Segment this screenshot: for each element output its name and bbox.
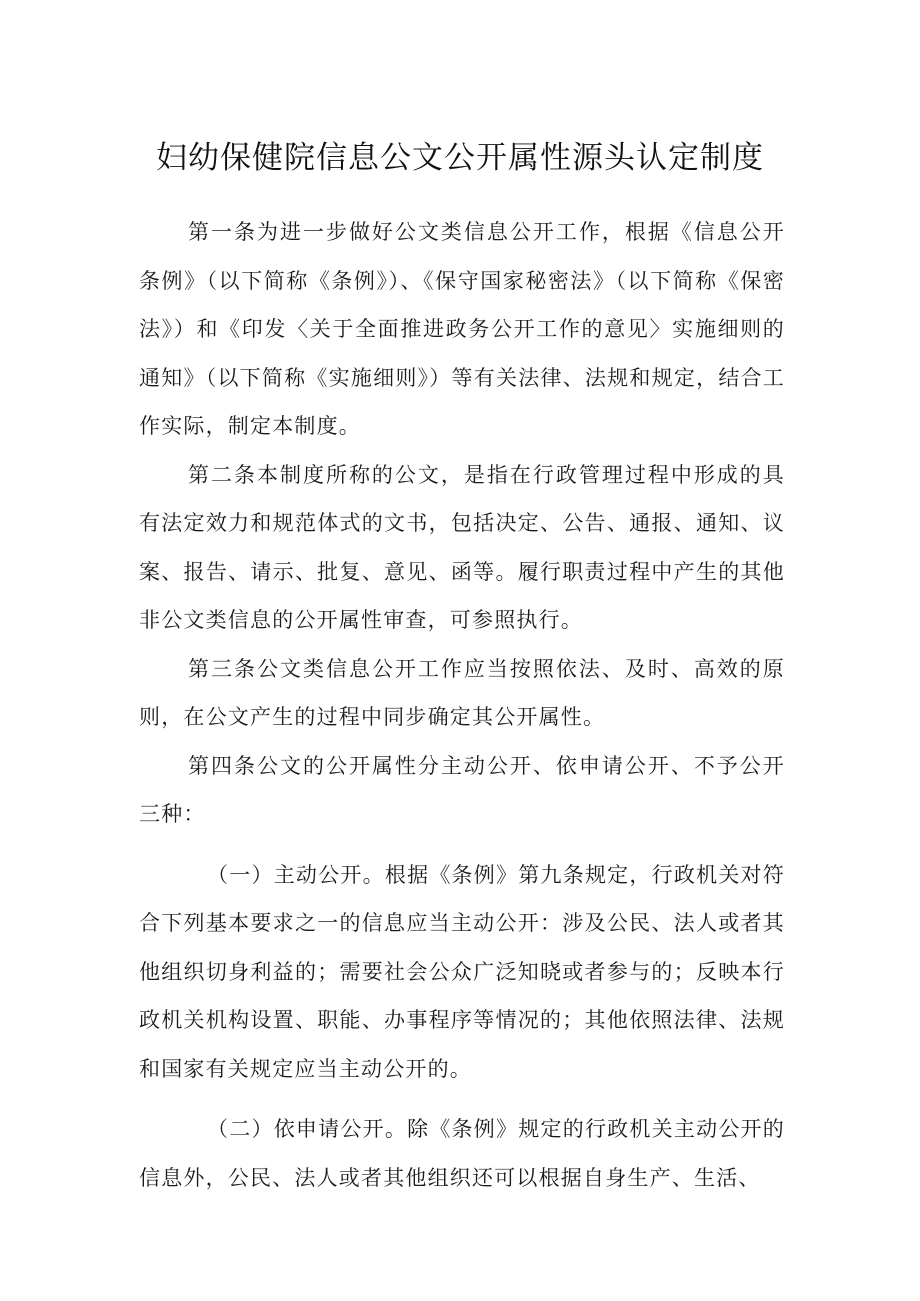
article-2-paragraph: 第二条本制度所称的公文，是指在行政管理过程中形成的具有法定效力和规范体式的文书，包括决定、公告、通报、通知、议案、报告、请示、批复、意见、函等。履行职责过程中产生的其他非公文类信息的公开属性审查，可参照执行。 [139, 462, 785, 632]
spacer [139, 1093, 785, 1105]
article-1-paragraph: 第一条为进一步做好公文类信息公开工作，根据《信息公开条例》（以下简称《条例》）、《保守国家秘密法》（以下简称《保密法》）和《印发〈关于全面推进政务公开工作的意见〉实施细则的通知》（以下简称《实施细则》）等有关法律、法规和规定，结合工作实际，制定本制度。 [139, 220, 785, 438]
article-4-paragraph: 第四条公文的公开属性分主动公开、依申请公开、不予公开三种： [139, 753, 785, 826]
spacer [139, 839, 785, 851]
item-active-disclosure-paragraph: （一）主动公开。根据《条例》第九条规定，行政机关对符合下列基本要求之一的信息应当主动公开：涉及公民、法人或者其他组织切身利益的；需要社会公众广泛知晓或者参与的；反映本行政机关机构设置、职能、办事程序等情况的；其他依照法律、法规和国家有关规定应当主动公开的。 [139, 862, 785, 1081]
document-body [139, 208, 785, 1202]
item-on-request-disclosure-paragraph: （二）依申请公开。除《条例》规定的行政机关主动公开的信息外，公民、法人或者其他组织还可以根据自身生产、生活、 [139, 1117, 785, 1190]
document-title: 妇幼保健院信息公文公开属性源头认定制度 [156, 140, 764, 176]
article-3-paragraph: 第三条公文类信息公开工作应当按照依法、及时、高效的原则，在公文产生的过程中同步确定其公开属性。 [139, 656, 785, 729]
